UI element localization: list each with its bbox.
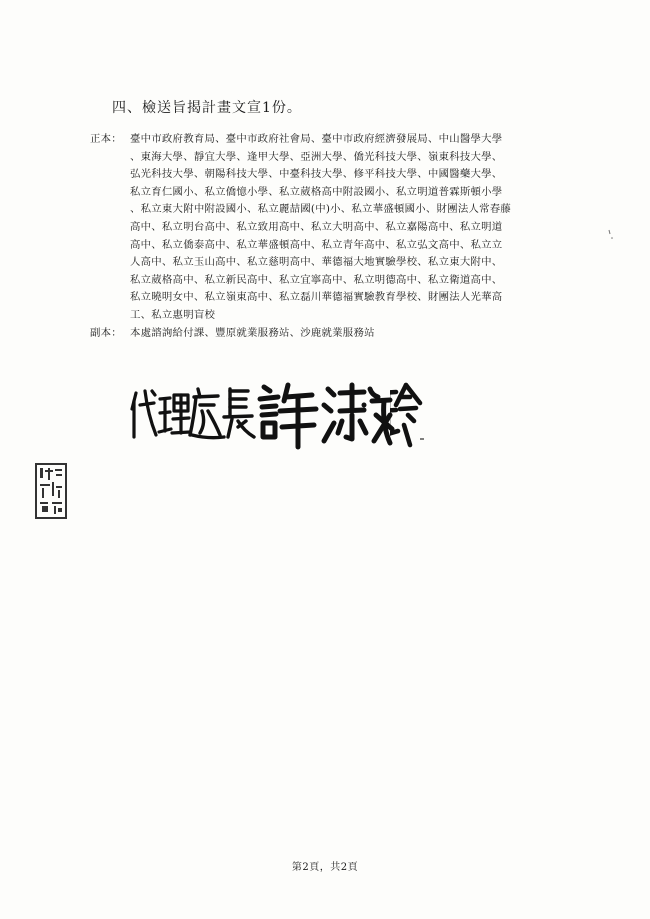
recipient-line: 高中、私立僑泰高中、私立華盛頓高中、私立青年高中、私立弘文高中、私立立 [130, 238, 503, 251]
scan-speck-mark [606, 228, 616, 242]
item-four: 四、檢送旨揭計畫文宣1份。 [112, 100, 302, 116]
recipient-line: 私立育仁國小、私立僑憶小學、私立葳格高中附設國小、私立明道普霖斯頓小學 [130, 185, 503, 198]
page-number: 第2頁，共2頁 [291, 862, 359, 873]
primary-recipients [90, 131, 590, 325]
copy-recipients [90, 325, 590, 343]
signature-image [128, 375, 418, 455]
seal-stamp-image [34, 462, 68, 520]
recipient-line: 私立曉明女中、私立嶺東高中、私立磊川華德福實驗教育學校、財團法人光華高 [130, 291, 503, 304]
copy-label: 副本： [90, 326, 122, 339]
copy-list [130, 325, 590, 343]
recipient-line: 人高中、私立玉山高中、私立慈明高中、華德福大地實驗學校、私立東大附中、 [130, 256, 503, 269]
recipient-line: 私立葳格高中、私立新民高中、私立宜寧高中、私立明德高中、私立衛道高中、 [130, 273, 503, 286]
signature-tail-image [390, 375, 426, 455]
primary-label: 正本： [90, 133, 122, 145]
recipient-line: 、東海大學、靜宜大學、逢甲大學、亞洲大學、僑光科技大學、嶺東科技大學、 [130, 150, 503, 163]
recipient-line: 、私立東大附中附設國小、私立麗喆國(中)小、私立華盛頓國小、財團法人常春藤 [130, 203, 512, 216]
recipients-block [90, 131, 590, 342]
recipient-line: 本處諮詢給付課、豐原就業服務站、沙鹿就業服務站 [130, 326, 375, 339]
recipient-line: 高中、私立明台高中、私立致用高中、私立大明高中、私立嘉陽高中、私立明道 [130, 220, 503, 233]
recipient-line: 工、私立惠明盲校 [130, 308, 216, 321]
recipient-line: 臺中市政府教育局、臺中市政府社會局、臺中市政府經濟發展局、中山醫學大學 [130, 133, 503, 145]
primary-list [130, 131, 590, 325]
recipient-line: 弘光科技大學、朝陽科技大學、中臺科技大學、修平科技大學、中國醫藥大學、 [130, 168, 503, 181]
